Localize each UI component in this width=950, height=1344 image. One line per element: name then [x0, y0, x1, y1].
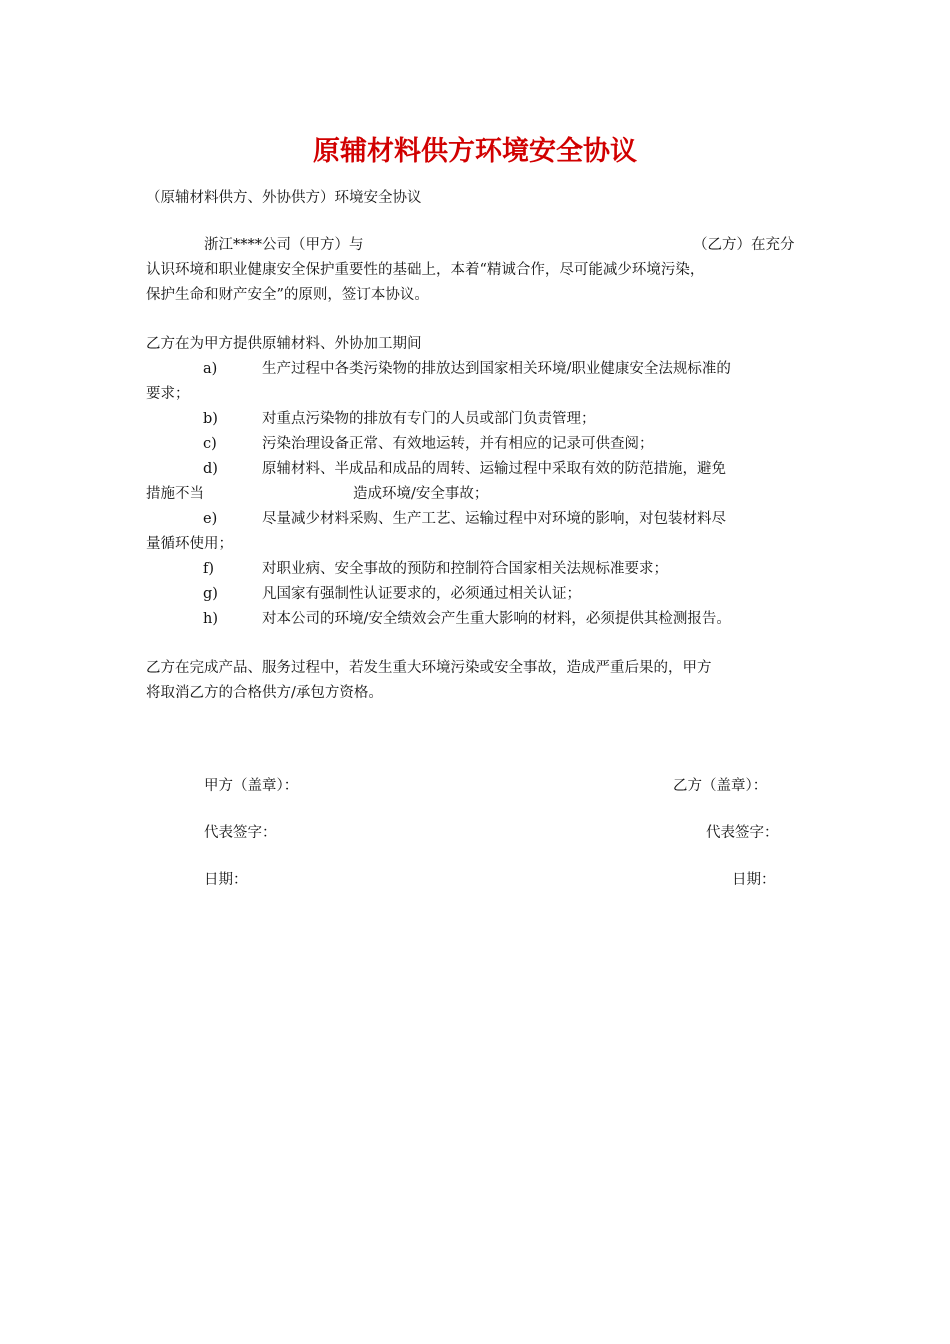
closing-line-2: 将取消乙方的合格供方/承包方资格。 [146, 685, 383, 701]
party-b-rep-label: 代表签字： [706, 825, 779, 841]
list-item-text: 污染治理设备正常、有效地运转，并有相应的记录可供查阅； [262, 436, 654, 452]
document-title: 原辅材料供方环境安全协议 [313, 136, 637, 167]
list-item-label: a) [203, 361, 218, 377]
party-a-seal-label: 甲方（盖章）： [204, 778, 299, 794]
list-item-text: 凡国家有强制性认证要求的，必须通过相关认证； [262, 586, 581, 602]
intro-line-1-left: 浙江****公司（甲方）与 [204, 237, 364, 253]
closing-line-1: 乙方在完成产品、服务过程中，若发生重大环境污染或安全事故，造成严重后果的，甲方 [146, 660, 712, 676]
intro-line-2: 认识环境和职业健康安全保护重要性的基础上，本着“精诚合作，尽可能减少环境污染， [146, 262, 705, 278]
list-item-label: g) [203, 586, 218, 602]
party-b-date-label: 日期： [732, 872, 776, 888]
intro-line-1-right: （乙方）在充分 [693, 237, 795, 253]
list-item-label: d) [203, 461, 218, 477]
list-item-text: 对本公司的环境/安全绩效会产生重大影响的材料，必须提供其检测报告。 [262, 611, 731, 627]
list-item-text: 尽量减少材料采购、生产工艺、运输过程中对环境的影响，对包装材料尽 [262, 511, 726, 527]
list-item-text: 对职业病、安全事故的预防和控制符合国家相关法规标准要求； [262, 561, 668, 577]
list-item-text: 原辅材料、半成品和成品的周转、运输过程中采取有效的防范措施，避免 [262, 461, 726, 477]
list-item-label: b) [203, 411, 218, 427]
list-item-label: e) [203, 511, 218, 527]
list-item-label: f) [203, 561, 215, 577]
list-item-label: h) [203, 611, 218, 627]
list-item-text: 对重点污染物的排放有专门的人员或部门负责管理； [262, 411, 596, 427]
list-item-continuation: 要求； [146, 386, 190, 402]
list-item-continuation: 量循环使用； [146, 536, 233, 552]
list-item-continuation-2: 造成环境/安全事故； [353, 486, 489, 502]
list-item-text: 生产过程中各类污染物的排放达到国家相关环境/职业健康安全法规标准的 [262, 361, 731, 377]
list-item-continuation: 措施不当 [146, 486, 204, 502]
list-intro: 乙方在为甲方提供原辅材料、外协加工期间 [146, 336, 422, 352]
intro-line-3: 保护生命和财产安全”的原则，签订本协议。 [146, 287, 429, 303]
party-b-seal-label: 乙方（盖章）： [673, 778, 768, 794]
list-item-label: c) [203, 436, 217, 452]
party-a-date-label: 日期： [204, 872, 248, 888]
document-subtitle: （原辅材料供方、外协供方）环境安全协议 [146, 190, 422, 206]
party-a-rep-label: 代表签字： [204, 825, 277, 841]
